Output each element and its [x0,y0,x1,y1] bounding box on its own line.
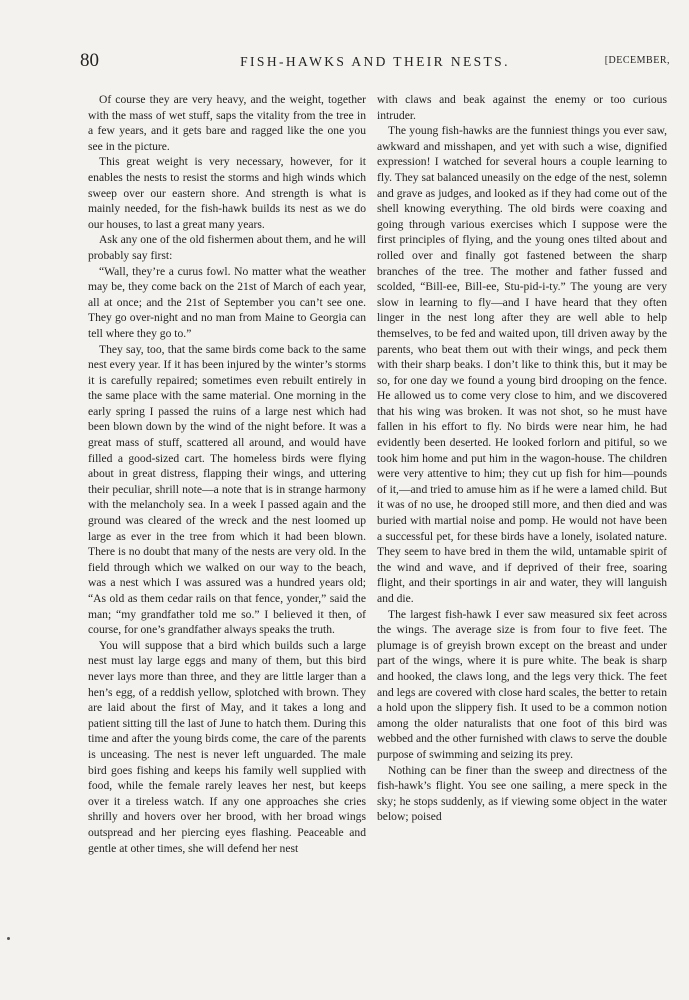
running-month: [DECEMBER, [604,55,670,66]
paragraph: Of course they are very heavy, and the weight, together with the mass of wet stuff, saps the vitality from the tree in a few years, and it gets bare and ragged like the one you see in the picture. [88,93,366,153]
paragraph: The largest fish-hawk I ever saw measured six feet across the wings. The average size is from four to five feet. The plumage is of greyish brown except on the breast and under part of the wings, where it is pure white. The beak is sharp and hooked, the claws long, and the legs very thick. The feet and legs are covered with close hard scales, the better to retain a hold upon the slippery fish. It used to be a common notion among the older naturalists that one foot of this bird was webbed and the other furnished with claws to serve the double purpose of swimming and seizing its prey. [377,607,667,761]
paragraph: Nothing can be finer than the sweep and directness of the fish-hawk’s flight. You see one sailing, a mere speck in the sky; he stops suddenly, as if viewing some object in the water below; poised [377,763,667,824]
right-column [377,92,667,982]
paragraph: with claws and beak against the enemy or too curious intruder. [377,93,667,122]
paragraph: “Wall, they’re a curus fowl. No matter what the weather may be, they come back on the 21st of March of each year, all at once; and the 21st of September you can’t see one. They go over-night and no man from Maine to Georgia can tell where they go to.” [88,264,366,340]
paragraph: Ask any one of the old fishermen about them, and he will probably say first: [88,233,366,262]
paragraph: You will suppose that a bird which builds such a large nest must lay large eggs and many of them, but this bird never lays more than three, and they are little larger than a hen’s egg, of a reddish yellow, splotched with brown. They are laid about the first of May, and it takes a long and patient sitting till the last of June to hatch them. During this time and after the young birds come, the care of the parents is unceasing. The nest is never left unguarded. The male bird goes fishing and keeps his family well supplied with food, while the female rarely leaves her nest, but keeps over it a tireless watch. If any one approaches she cries shrilly and hovers over her brood, with her broad wings outspread and her piercing eyes flashing. Peaceable and gentle at other times, she will defend her nest [88,638,366,855]
margin-mark [7,937,10,940]
paragraph: The young fish-hawks are the funniest things you ever saw, awkward and misshapen, and yet with such a wise, dignified expression! I watched for several hours a couple learning to fly. They sat balanced uneasily on the edge of the nest, solemn and grave as judges, and looked as if they had come out of the shell knowing everything. The old birds were coaxing and going through various exercises which I suppose were the first principles of flying, and the young ones tilted about and rolled over and finally got fastened between the sharp branches of the tree. The mother and father fussed and scolded, “Bill-ee, Bill-ee, Stu-pid-i-ty.” The young are very slow in learning to fly—and I have heard that they often linger in the nest long after they are well able to help themselves, to be fed and waited upon, till driven away by the parents, who beat them out with their wings, and peck them with their sharp beaks. I don’t like to think this, but it may be so, for one day we found a young bird drooping on the fence. He allowed us to come very close to him, and we discovered that his wing was broken. It was not shot, so he must have fallen in his effort to fly. No birds were near him, he had evidently been deserted. He looked forlorn and pitiful, so we took him home and put him in the wagon-house. The children were very attentive to him; they cut up fish for him—pounds of it,—and tried to amuse him as if he were a lamed child. But it was of no use, he drooped still more, and then died and was buried with martial noise and pomp. He would not have been a successful pet, for these birds have a lonely, isolated nature. They seem to have bred in them the wild, untamable spirit of the wind and wave, and if deprived of their free, soaring flight, and their sportings in air and water, they will languish and die. [377,124,667,605]
page-header [80,52,670,76]
running-title: FISH-HAWKS AND THEIR NESTS. [240,54,510,69]
paragraph: This great weight is very necessary, however, for it enables the nests to resist the storms and high winds which sweep over our eastern shore. And strength is what is mainly needed, for the fish-hawk builds its nest as we do our houses, to last a great many years. [88,155,366,231]
paragraph: They say, too, that the same birds come back to the same nest every year. If it has been injured by the winter’s storms it is carefully repaired; sometimes even rebuilt entirely in the same place with the same material. One morning in the early spring I passed the ruins of a large nest which had been blown down by the wind of the night before. It was a great mass of stuff, scattered all around, and would have filled a good-sized cart. The homeless birds were flying about in great distress, flapping their wings, and uttering their peculiar, shrill note—a note that is in strange harmony with the melancholy sea. In a week I passed again and the ground was cleared of the wreck and the nest loomed up large as ever in the tree from which it had been blown. There is no doubt that many of the nests are very old. In the field through which we walked on our way to the beach, was a nest which I was assured was a hundred years old; “As old as them cedar rails on that fence, yonder,” said the man; “my grandfather told me so.” I believed it then, of course, for one’s grandfather always speaks the truth. [88,342,366,637]
page-number: 80 [80,50,99,71]
left-column [88,92,366,982]
